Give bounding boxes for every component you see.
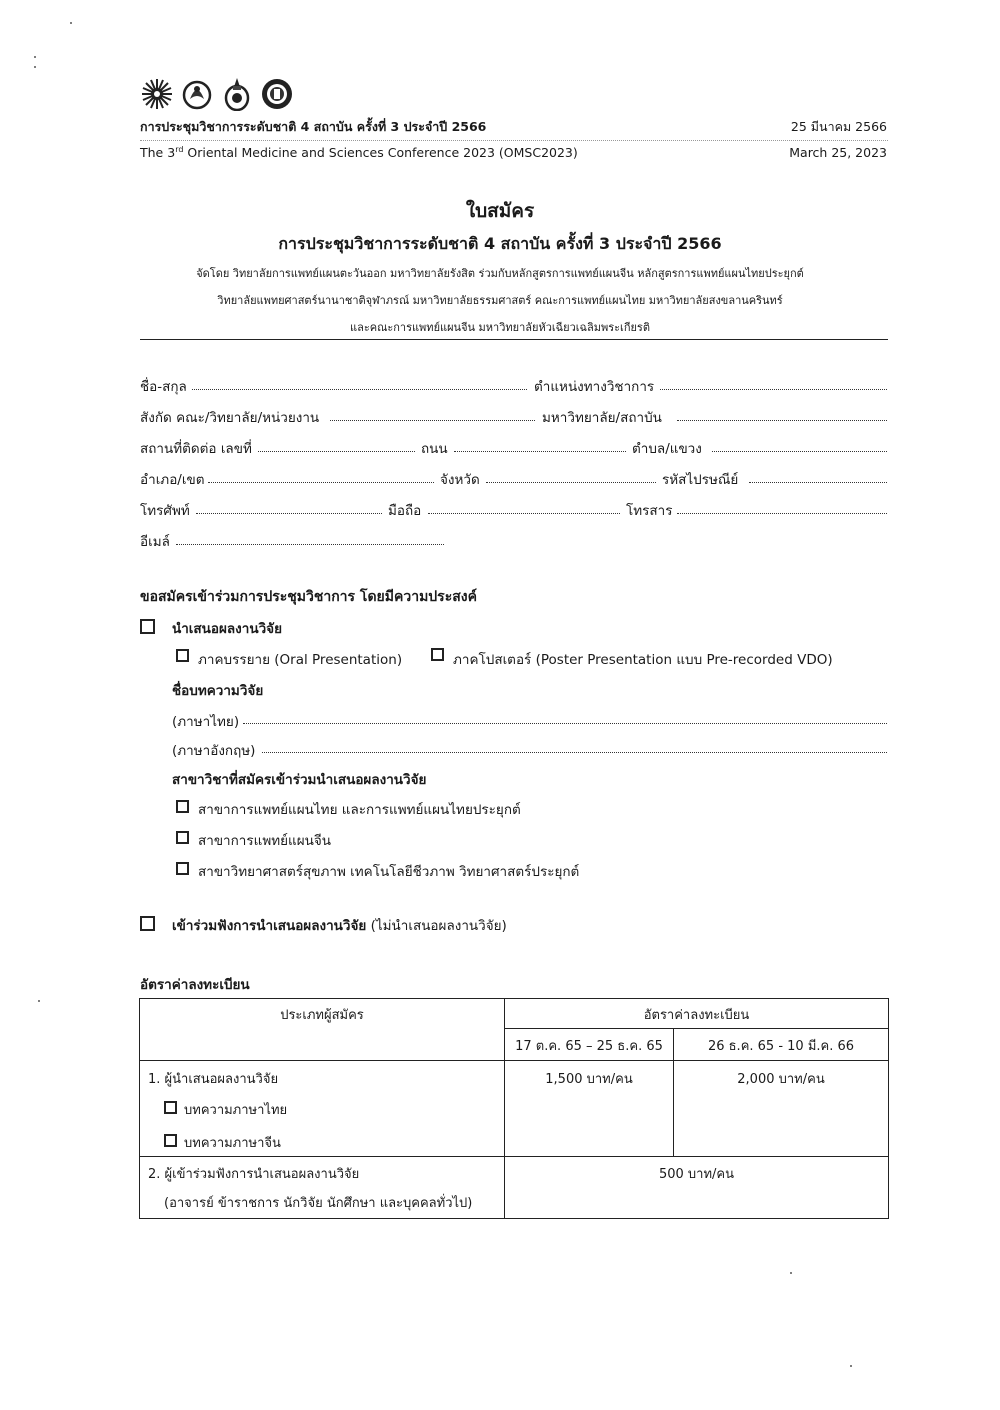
university-logo-4-icon (260, 77, 294, 111)
oral-label: ภาคบรรยาย (Oral Presentation) (198, 652, 403, 668)
header-divider (140, 140, 888, 141)
university-logo-1-icon (140, 77, 174, 111)
row2-rate: 500 บาท/คน (505, 1157, 889, 1219)
affiliation-label: สังกัด คณะ/วิทยาลัย/หน่วยงาน (140, 410, 320, 426)
scan-speck (790, 1272, 792, 1274)
university-logo-2-icon (180, 77, 214, 111)
scan-speck (38, 1000, 40, 1002)
fax-field[interactable] (677, 513, 887, 514)
scan-speck (70, 22, 72, 24)
poster-label: ภาคโปสเตอร์ (Poster Presentation แบบ Pre-recorded VDO) (453, 652, 833, 668)
field-heading: สาขาวิชาที่สมัครเข้าร่วมนำเสนอผลงานวิจัย (172, 772, 427, 788)
address-no-label: สถานที่ติดต่อ เลขที่ (140, 441, 252, 457)
english-title-label: (ภาษาอังกฤษ) (172, 743, 256, 759)
row2-type-cell (140, 1157, 505, 1219)
col-type-header: ประเภทผู้สมัคร (140, 999, 505, 1061)
row1-rate1: 1,500 บาท/คน (505, 1061, 674, 1157)
present-checkbox[interactable] (140, 619, 155, 634)
col-rate-header: อัตราค่าลงทะเบียน (505, 999, 889, 1029)
subdistrict-field[interactable] (712, 451, 887, 452)
district-field[interactable] (208, 482, 434, 483)
field1-label: สาขาการแพทย์แผนไทย และการแพทย์แผนไทยประยุกต์ (198, 802, 521, 818)
form-title: ใบสมัคร (465, 200, 535, 222)
row2-note: (อาจารย์ ข้าราชการ นักวิจัย นักศึกษา และบุคคลทั่วไป) (164, 1196, 473, 1211)
fees-heading: อัตราค่าลงทะเบียน (140, 977, 250, 993)
address-no-field[interactable] (258, 451, 415, 452)
scan-speck (850, 1365, 852, 1367)
field2-label: สาขาการแพทย์แผนจีน (198, 833, 332, 849)
thai-title-field[interactable] (243, 723, 887, 724)
organizer-line-3: และคณะการแพทย์แผนจีน มหาวิทยาลัยหัวเฉียวเฉลิมพระเกียรติ (350, 321, 650, 334)
attend-checkbox[interactable] (140, 916, 155, 931)
form-subtitle: การประชุมวิชาการระดับชาติ 4 สถาบัน ครั้งที่ 3 ประจำปี 2566 (278, 234, 722, 253)
position-label: ตำแหน่งทางวิชาการ (534, 379, 655, 395)
province-field[interactable] (486, 482, 656, 483)
field3-label: สาขาวิทยาศาสตร์สุขภาพ เทคโนโลยีชีวภาพ วิทยาศาสตร์ประยุกต์ (198, 864, 580, 880)
conference-title-th: การประชุมวิชาการระดับชาติ 4 สถาบัน ครั้งที่ 3 ประจำปี 2566 (140, 119, 487, 134)
fee-table (139, 998, 889, 1219)
period1-header: 17 ต.ค. 65 – 25 ธ.ค. 65 (505, 1029, 674, 1061)
organizer-line-2: วิทยาลัยแพทยศาสตร์นานาชาติจุฬาภรณ์ มหาวิทยาลัยธรรมศาสตร์ คณะการแพทย์แผนไทย มหาวิทยาลัยสงขลานครินทร์ (217, 294, 783, 307)
district-label: อำเภอ/เขต (140, 472, 205, 488)
email-field[interactable] (176, 544, 444, 545)
email-label: อีเมล์ (140, 534, 170, 550)
road-label: ถนน (421, 441, 448, 457)
postcode-field[interactable] (749, 482, 887, 483)
conference-title-en: The 3rd Oriental Medicine and Sciences Conference 2023 (OMSC2023) (140, 145, 578, 161)
thai-paper-checkbox[interactable] (164, 1101, 177, 1114)
phone-field[interactable] (196, 513, 382, 514)
university-field[interactable] (677, 420, 887, 421)
thai-paper-label: บทความภาษาไทย (184, 1103, 288, 1118)
thai-title-label: (ภาษาไทย) (172, 714, 240, 730)
road-field[interactable] (454, 451, 626, 452)
table-row (140, 1157, 889, 1219)
position-field[interactable] (660, 389, 887, 390)
mobile-field[interactable] (428, 513, 620, 514)
period2-header: 26 ธ.ค. 65 - 10 มี.ค. 66 (674, 1029, 889, 1061)
phone-label: โทรศัพท์ (140, 503, 190, 519)
name-field[interactable] (192, 389, 527, 390)
date-th: 25 มีนาคม 2566 (790, 119, 887, 134)
row1-type-cell (140, 1061, 505, 1157)
subdistrict-label: ตำบล/แขวง (632, 441, 702, 457)
fax-label: โทรสาร (626, 503, 673, 519)
oral-checkbox[interactable] (176, 649, 189, 662)
title-divider (140, 339, 888, 340)
poster-checkbox[interactable] (431, 648, 444, 661)
name-label: ชื่อ-สกุล (140, 379, 187, 395)
organizer-line-1: จัดโดย วิทยาลัยการแพทย์แผนตะวันออก มหาวิทยาลัยรังสิต ร่วมกับหลักสูตรการแพทย์แผนจีน หลักสูตรการแพทย์แผนไทยประยุกต์ (196, 267, 804, 280)
scan-speck (34, 56, 36, 58)
present-label: นำเสนอผลงานวิจัย (172, 621, 282, 637)
table-row (140, 1061, 889, 1157)
header-logos (140, 74, 294, 114)
chinese-paper-label: บทความภาษาจีน (184, 1136, 281, 1151)
application-heading: ขอสมัครเข้าร่วมการประชุมวิชาการ โดยมีความประสงค์ (140, 589, 477, 605)
row2-label: 2. ผู้เข้าร่วมฟังการนำเสนอผลงานวิจัย (148, 1167, 360, 1182)
date-en: March 25, 2023 (789, 145, 887, 160)
english-title-field[interactable] (262, 752, 887, 753)
postcode-label: รหัสไปรษณีย์ (662, 472, 739, 488)
province-label: จังหวัด (440, 472, 480, 488)
field1-checkbox[interactable] (176, 800, 189, 813)
scan-speck (34, 66, 36, 68)
row1-rate2: 2,000 บาท/คน (674, 1061, 889, 1157)
row1-label: 1. ผู้นำเสนอผลงานวิจัย (148, 1072, 279, 1087)
affiliation-field[interactable] (330, 420, 535, 421)
paper-title-heading: ชื่อบทความวิจัย (172, 683, 264, 699)
university-label: มหาวิทยาลัย/สถาบัน (542, 410, 662, 426)
field2-checkbox[interactable] (176, 831, 189, 844)
university-logo-3-icon (220, 77, 254, 111)
mobile-label: มือถือ (388, 503, 422, 519)
chinese-paper-checkbox[interactable] (164, 1134, 177, 1147)
attend-label: เข้าร่วมฟังการนำเสนอผลงานวิจัย (ไม่นำเสนอผลงานวิจัย) (172, 918, 507, 934)
field3-checkbox[interactable] (176, 862, 189, 875)
